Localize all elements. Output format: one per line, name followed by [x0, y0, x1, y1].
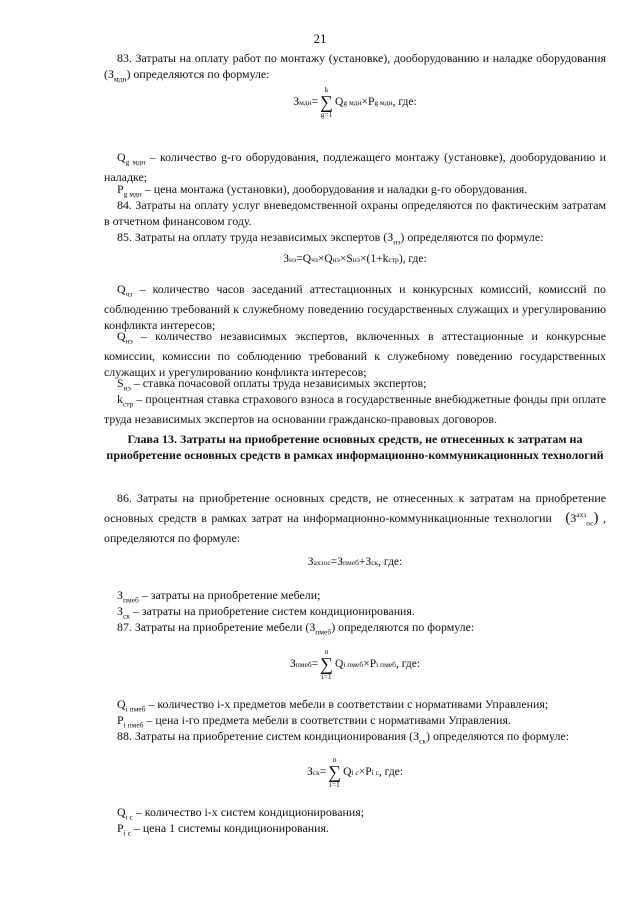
definition-q-ne: $Q_{нэ}$ – количество независимых экспертов, включенных в аттестационные и конкурсные комиссии, комиссии по соблюдению требований к служебному поведению государственных служащих и урегулированию конфликта интересов;	[104, 329, 606, 379]
definition-p-mdn: $P_{g мдн}$ – цена монтажа (установки), дооборудования и наладки g-го оборудования.	[117, 182, 528, 199]
definition-q-i-pmeb: $Q_{i пмеб}$ – количество i-х предметов мебели в соответствии с нормативами Управления;	[117, 697, 549, 714]
paragraph-84: 84. Затраты на оплату услуг вневедомственной охраны определяются по фактическим затратам в отчетном финансовом году.	[104, 198, 606, 228]
definition-p-i-pmeb: $P_{i пмеб}$ – цена i-го предмета мебели в соответствии с нормативами Управления.	[117, 713, 511, 730]
formula-86: З ахз ос = З пмеб + З ск , где:	[307, 556, 403, 568]
paragraph-85: 85. Затраты на оплату труда независимых экспертов $(З_{нэ})$ определяются по формуле:	[117, 230, 544, 247]
definition-q-chz: $Q_{чз}$ – количество часов заседаний аттестационных и конкурсных комиссий, комиссий по соблюдению требований к служебному поведению государственных служащих и урегулированию конфликта интересов;	[104, 282, 606, 332]
definition-z-pmeb: $З_{пмеб}$ – затраты на приобретение мебели;	[117, 588, 321, 605]
definition-k-str: $k_{стр}$ – процентная ставка страхового взноса в государственные внебюджетные фонды при оплате труда независимых экспертов на основании гражданско-правовых договоров.	[104, 392, 606, 427]
formula-87: З пмеб = n ∑ i=1 Q i пмеб × P i пмеб , где:	[289, 647, 421, 681]
formula-85: З нэ = Q чз × Q нэ × S нэ × (1+k стр ) , где:	[283, 253, 427, 265]
definition-s-ne: $S_{нэ}$ – ставка почасовой оплаты труда независимых экспертов;	[117, 376, 427, 393]
definition-p-i-c: $P_{i c}$ – цена 1 системы кондиционирования.	[117, 821, 329, 838]
definition-z-sk: $З_{ск}$ – затраты на приобретение систем кондиционирования.	[117, 604, 415, 621]
formula-88: З ск = n ∑ i=1 Q i c × P i c , где:	[307, 755, 403, 789]
paragraph-83: 83. Затраты на оплату работ по монтажу (установке), дооборудованию и наладке оборудования $(З_{мдн})$ определяются по формуле:	[104, 51, 606, 84]
paragraph-86: 86. Затраты на приобретение основных средств, не отнесенных к затратам на приобретение основных средств в рамках затрат на информационно-коммуникационные технологии $(З^{ахз}_{ос})$ , определяются по формуле:	[104, 491, 606, 545]
paragraph-87: 87. Затраты на приобретение мебели $(З_{пмеб})$ определяются по формуле:	[117, 620, 475, 637]
formula-83: З мдн = k ∑ g=1 Q g мдн × P g мдн , где:	[293, 85, 417, 119]
paragraph-88: 88. Затраты на приобретение систем кондиционирования $(З_{ск})$ определяются по формуле:	[117, 729, 569, 746]
chapter-13-heading: Глава 13. Затраты на приобретение основных средств, не отнесенных к затратам на приобретение основных средств в рамках информационно-коммуникационных технологий	[106, 432, 604, 462]
definition-q-i-c: $Q_{i c}$ – количество i-х систем кондиционирования;	[117, 805, 365, 822]
page-number: 21	[313, 31, 327, 46]
definition-q-mdn: $Q_{g мдн}$ – количество g-го оборудования, подлежащего монтажу (установке), дооборудованию и наладке;	[104, 150, 606, 185]
